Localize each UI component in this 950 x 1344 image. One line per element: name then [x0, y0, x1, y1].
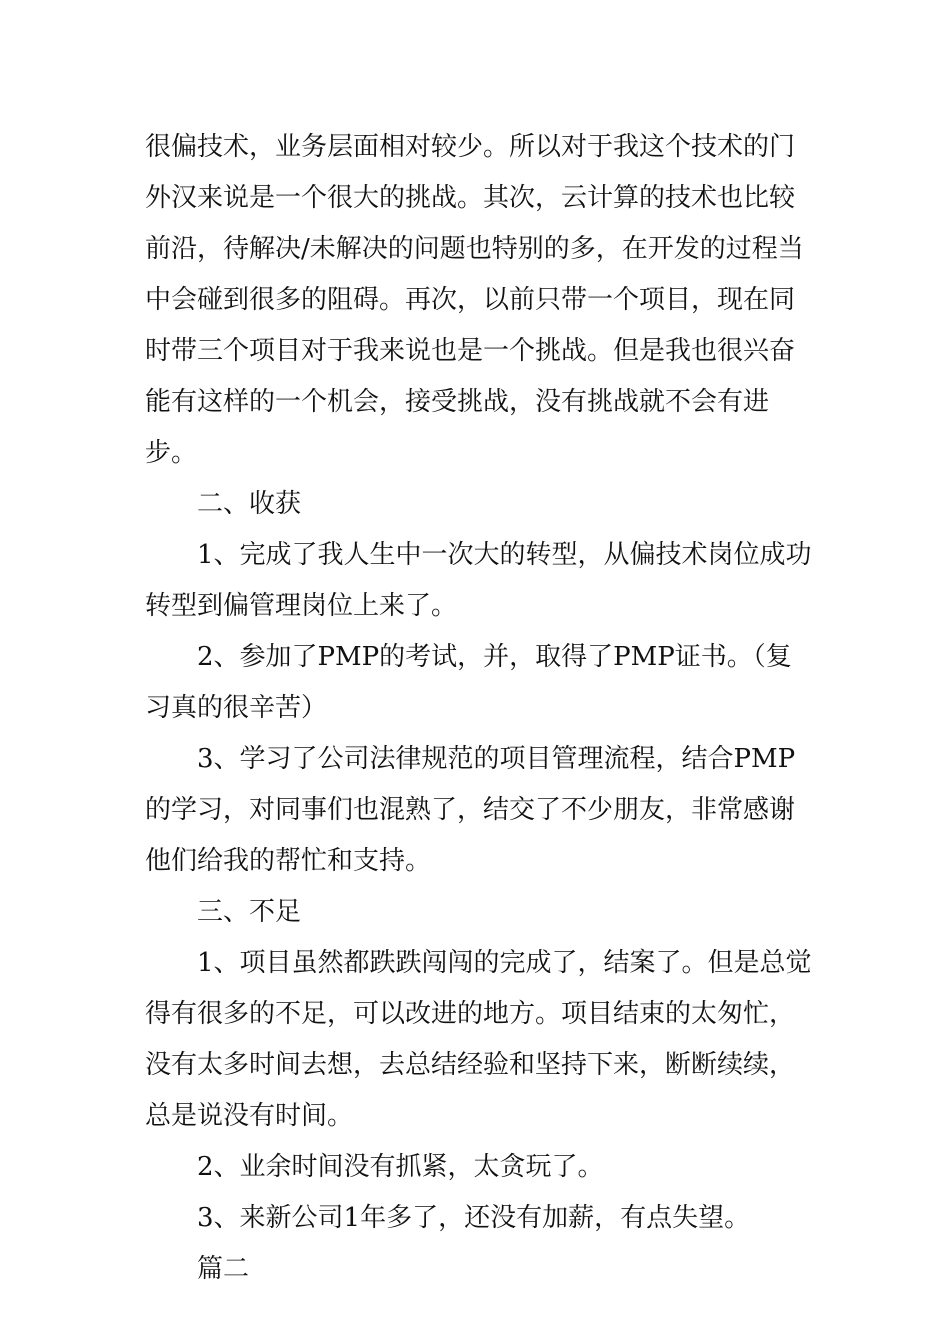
- list-item-gain-1: 1、完成了我人生中一次大的转型，从偏技术岗位成功转型到偏管理岗位上来了。: [145, 540, 812, 621]
- list-item-shortcoming-1: 1、项目虽然都跌跌闯闯的完成了，结案了。但是总觉得有很多的不足，可以改进的地方。项目结束的太匆忙，没有太多时间去想，去总结经验和坚持下来，断断续续，总是说没有时间。: [145, 948, 812, 1131]
- list-item-shortcoming-3: 3、来新公司1年多了，还没有加薪，有点失望。: [197, 1203, 751, 1233]
- chapter-heading-part-two: 篇二: [197, 1254, 250, 1284]
- list-item-shortcoming-2: 2、业余时间没有抓紧，太贪玩了。: [197, 1152, 604, 1182]
- document-body: [145, 122, 815, 1295]
- list-item-gain-2: 2、参加了PMP的考试，并，取得了PMP证书。（复习真的很辛苦）: [145, 642, 792, 723]
- section-heading-gains: 二、收获: [197, 489, 302, 519]
- paragraph-continuation: 很偏技术，业务层面相对较少。所以对于我这个技术的门外汉来说是一个很大的挑战。其次，云计算的技术也比较前沿，待解决/未解决的问题也特别的多，在开发的过程当中会碰到很多的阻碍。再次，以前只带一个项目，现在同时带三个项目对于我来说也是一个挑战。但是我也很兴奋能有这样的一个机会，接受挑战，没有挑战就不会有进步。: [145, 132, 804, 468]
- section-heading-shortcomings: 三、不足: [197, 897, 302, 927]
- list-item-gain-3: 3、学习了公司法律规范的项目管理流程，结合PMP的学习，对同事们也混熟了，结交了不少朋友，非常感谢他们给我的帮忙和支持。: [145, 744, 796, 876]
